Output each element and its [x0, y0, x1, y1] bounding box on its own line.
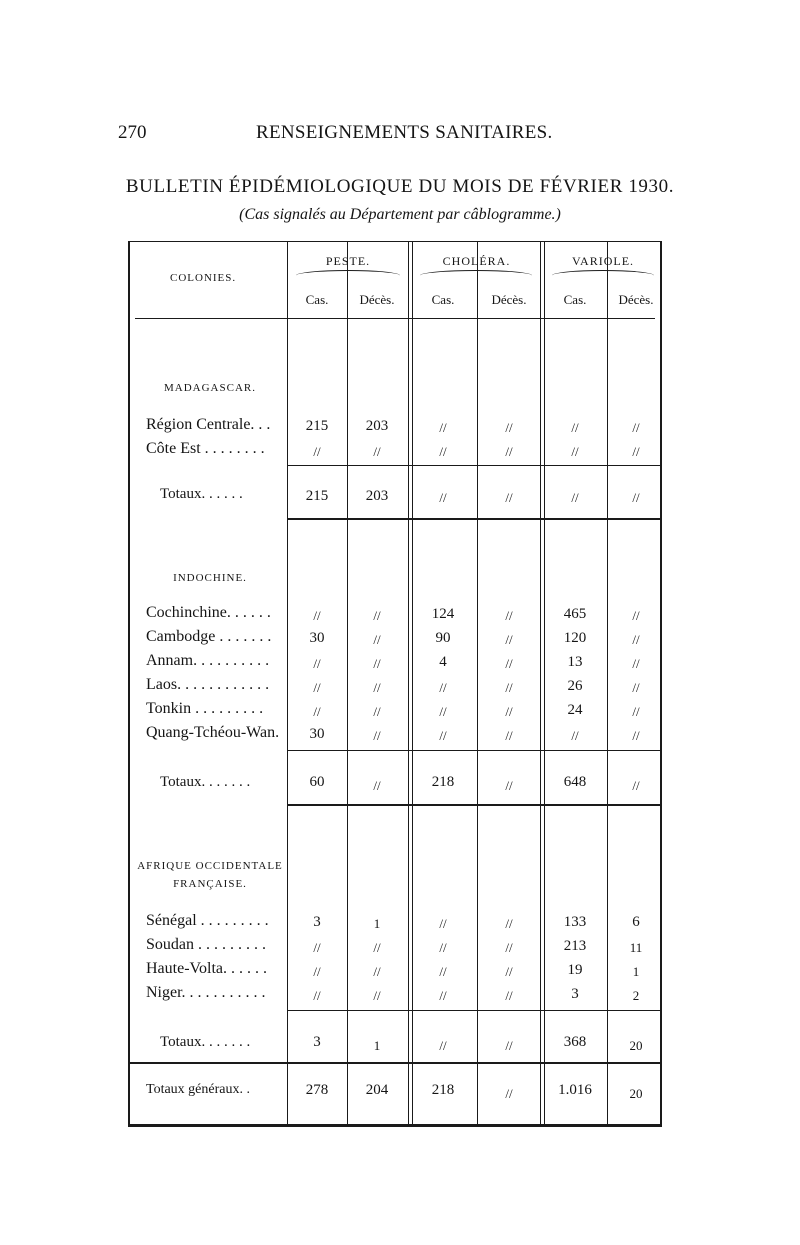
total-cell: 203 [365, 488, 389, 504]
total-cell: 20 [629, 1038, 643, 1053]
value-cell: // [313, 656, 321, 671]
value-cell: // [313, 680, 321, 695]
section-rule [288, 518, 660, 520]
value-cell: 133 [563, 914, 587, 930]
subheader-cas: Cas. [305, 292, 329, 307]
value-cell: // [373, 988, 381, 1003]
value-cell: // [505, 964, 513, 979]
row-label: Laos. . . . . . . . . . . . [146, 676, 270, 693]
total-cell: // [439, 490, 447, 505]
subtotal-rule [288, 465, 660, 466]
value-cell: // [505, 444, 513, 459]
value-cell: // [439, 964, 447, 979]
value-cell: // [313, 940, 321, 955]
header-rule [135, 318, 655, 319]
subtotal-rule [288, 750, 660, 751]
value-cell: // [505, 608, 513, 623]
value-cell: // [505, 680, 513, 695]
value-cell: // [439, 444, 447, 459]
section-rule [130, 1062, 660, 1064]
value-cell: 465 [563, 606, 587, 622]
total-cell: // [373, 778, 381, 793]
grand-total-cell: 218 [431, 1082, 455, 1098]
value-cell: // [505, 940, 513, 955]
row-label: Cochinchine. . . . . . [146, 604, 271, 621]
value-cell: 1 [373, 916, 381, 931]
value-cell: // [505, 704, 513, 719]
subheader-deces: Décès. [359, 292, 395, 307]
total-label: Totaux. . . . . . . [160, 774, 251, 790]
column-rule [544, 242, 545, 1126]
total-cell: 215 [305, 488, 329, 504]
value-cell: // [439, 988, 447, 1003]
column-rule [408, 242, 409, 1126]
value-cell: // [632, 728, 640, 743]
value-cell: // [313, 444, 321, 459]
value-cell: // [373, 940, 381, 955]
total-cell: // [571, 490, 579, 505]
row-label: Tonkin . . . . . . . . . [146, 700, 264, 717]
value-cell: // [373, 608, 381, 623]
group-brace [552, 270, 654, 281]
value-cell: // [439, 420, 447, 435]
row-label: Sénégal . . . . . . . . . [146, 912, 269, 929]
value-cell: // [571, 728, 579, 743]
value-cell: 2 [632, 988, 640, 1003]
value-cell: // [373, 656, 381, 671]
row-label: Région Centrale. . . [146, 416, 271, 433]
group-header-peste: PESTE. [325, 254, 371, 268]
grand-total-cell: 278 [305, 1082, 329, 1098]
total-cell: 218 [431, 774, 455, 790]
subheader-deces: Décès. [491, 292, 527, 307]
value-cell: 213 [563, 938, 587, 954]
value-cell: // [505, 728, 513, 743]
value-cell: // [439, 704, 447, 719]
value-cell: // [313, 704, 321, 719]
row-label: Annam. . . . . . . . . . [146, 652, 270, 669]
value-cell: 203 [365, 418, 389, 434]
value-cell: 3 [313, 914, 321, 930]
value-cell: // [505, 632, 513, 647]
row-label: Cambodge . . . . . . . [146, 628, 272, 645]
value-cell: // [439, 916, 447, 931]
value-cell: 90 [435, 630, 451, 646]
total-cell: 1 [373, 1038, 381, 1053]
section-title-indochine: INDOCHINE. [173, 572, 247, 584]
running-head: RENSEIGNEMENTS SANITAIRES. [256, 122, 553, 143]
value-cell: // [505, 988, 513, 1003]
total-cell: 60 [309, 774, 325, 790]
value-cell: // [505, 420, 513, 435]
value-cell: // [439, 680, 447, 695]
value-cell: 26 [567, 678, 583, 694]
value-cell: // [313, 964, 321, 979]
column-rule [412, 242, 413, 1126]
value-cell: // [632, 608, 640, 623]
total-cell: // [505, 490, 513, 505]
row-label: Quang-Tchéou-Wan. [146, 724, 280, 741]
grand-total-label: Totaux généraux. . [146, 1082, 250, 1097]
bulletin-title: BULLETIN ÉPIDÉMIOLOGIQUE DU MOIS DE FÉVRIER 1930. [125, 176, 675, 197]
value-cell: 4 [439, 654, 447, 670]
grand-total-cell: // [505, 1086, 513, 1101]
value-cell: // [632, 680, 640, 695]
total-cell: 648 [563, 774, 587, 790]
value-cell: // [632, 420, 640, 435]
section-title-madagascar: MADAGASCAR. [164, 382, 256, 394]
value-cell: // [373, 680, 381, 695]
value-cell: // [505, 656, 513, 671]
value-cell: 19 [567, 962, 583, 978]
value-cell: 6 [632, 914, 640, 930]
total-cell: 368 [563, 1034, 587, 1050]
value-cell: // [313, 608, 321, 623]
total-label: Totaux. . . . . . [160, 486, 243, 502]
row-label: Côte Est . . . . . . . . [146, 440, 265, 457]
row-label: Niger. . . . . . . . . . . [146, 984, 266, 1001]
value-cell: 24 [567, 702, 583, 718]
value-cell: 120 [563, 630, 587, 646]
value-cell: 30 [309, 630, 325, 646]
bulletin-subtitle: (Cas signalés au Département par câblogramme.) [239, 206, 561, 223]
value-cell: 11 [629, 940, 643, 955]
value-cell: // [373, 704, 381, 719]
value-cell: // [373, 728, 381, 743]
value-cell: 215 [305, 418, 329, 434]
value-cell: // [632, 444, 640, 459]
value-cell: // [571, 420, 579, 435]
row-label: Soudan . . . . . . . . . [146, 936, 266, 953]
value-cell: 124 [431, 606, 455, 622]
column-rule [477, 242, 478, 1126]
value-cell: // [632, 656, 640, 671]
total-cell: // [632, 778, 640, 793]
total-cell: // [439, 1038, 447, 1053]
page-number: 270 [118, 122, 147, 143]
value-cell: // [439, 728, 447, 743]
group-header-cholera: CHOLÉRA. [442, 254, 511, 268]
section-title-aof: AFRIQUE OCCIDENTALE [137, 860, 283, 872]
value-cell: 1 [632, 964, 640, 979]
value-cell: 13 [567, 654, 583, 670]
value-cell: // [439, 940, 447, 955]
total-label: Totaux. . . . . . . [160, 1034, 251, 1050]
value-cell: // [313, 988, 321, 1003]
total-cell: 3 [313, 1034, 321, 1050]
value-cell: // [373, 444, 381, 459]
value-cell: // [373, 964, 381, 979]
grand-total-cell: 20 [629, 1086, 643, 1101]
grand-total-cell: 1.016 [558, 1082, 592, 1098]
grand-total-cell: 204 [365, 1082, 389, 1098]
group-header-variole: VARIOLE. [571, 254, 635, 268]
value-cell: 30 [309, 726, 325, 742]
value-cell: 3 [571, 986, 579, 1002]
total-cell: // [632, 490, 640, 505]
colonies-header: COLONIES. [170, 272, 237, 284]
value-cell: // [632, 632, 640, 647]
subheader-cas: Cas. [431, 292, 455, 307]
value-cell: // [571, 444, 579, 459]
group-brace [296, 270, 400, 281]
total-cell: // [505, 1038, 513, 1053]
value-cell: // [505, 916, 513, 931]
section-rule [288, 804, 660, 806]
group-brace [420, 270, 532, 281]
subheader-cas: Cas. [563, 292, 587, 307]
value-cell: // [632, 704, 640, 719]
column-rule [540, 242, 541, 1126]
subheader-deces: Décès. [618, 292, 654, 307]
subtotal-rule [288, 1010, 660, 1011]
section-title-aof-line2: FRANÇAISE. [173, 878, 247, 890]
row-label: Haute-Volta. . . . . . [146, 960, 268, 977]
total-cell: // [505, 778, 513, 793]
value-cell: // [373, 632, 381, 647]
